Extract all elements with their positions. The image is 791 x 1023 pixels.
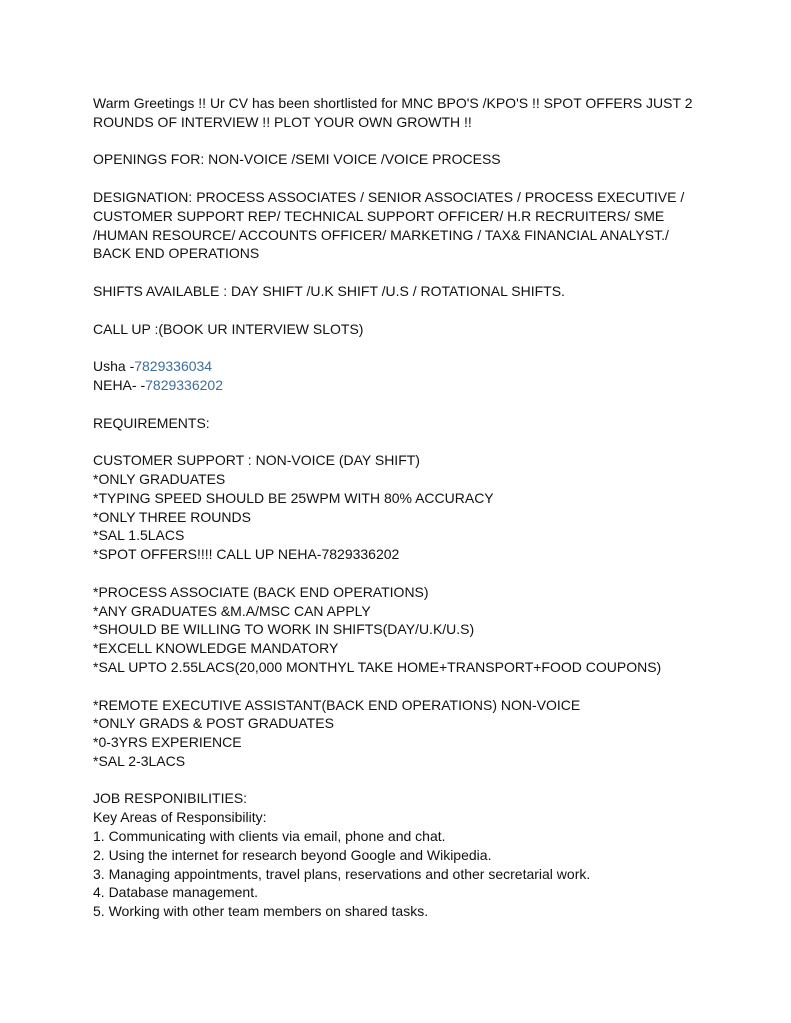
call-up-text: CALL UP :(BOOK UR INTERVIEW SLOTS) [93, 320, 364, 337]
section-line: *ANY GRADUATES &M.A/MSC CAN APPLY [93, 602, 371, 619]
section-line: *ONLY GRADUATES [93, 470, 226, 487]
section-line: *PROCESS ASSOCIATE (BACK END OPERATIONS) [93, 583, 429, 600]
customer-support-section [93, 451, 703, 564]
contact-usha [93, 357, 703, 376]
list-item: 5. Working with other team members on shared tasks. [93, 903, 429, 920]
contact-neha [93, 376, 703, 395]
process-associate-section [93, 583, 703, 677]
list-item: 4. Database management. [93, 884, 258, 901]
phone-link[interactable]: 7829336202 [145, 376, 223, 393]
phone-link[interactable]: 7829336034 [134, 358, 213, 375]
section-line: *SAL 2-3LACS [93, 752, 186, 769]
section-line: *SAL UPTO 2.55LACS(20,000 MONTHYL TAKE HOME+TRANSPORT+FOOD COUPONS) [93, 658, 662, 675]
shifts-text: SHIFTS AVAILABLE : DAY SHIFT /U.K SHIFT /U.S / ROTATIONAL SHIFTS. [93, 282, 565, 299]
section-line: *EXCELL KNOWLEDGE MANDATORY [93, 640, 339, 657]
shifts-paragraph [93, 282, 703, 301]
section-line: *0-3YRS EXPERIENCE [93, 734, 242, 751]
section-line: Key Areas of Responsibility: [93, 809, 267, 826]
call-up-paragraph [93, 320, 703, 339]
designation-text: DESIGNATION: PROCESS ASSOCIATES / SENIOR ASSOCIATES / PROCESS EXECUTIVE / CUSTOMER SUPPORT REP/ TECHNICAL SUPPORT OFFICER/ H.R RECRUITERS/ SME /HUMAN RESOURCE/ ACCOUNTS OFFICER/ MARKETING / TAX& FINANCIAL ANALYST./ BACK END OPERATIONS [93, 188, 685, 262]
contacts-paragraph [93, 357, 703, 395]
document-body [93, 94, 703, 940]
section-line: *SHOULD BE WILLING TO WORK IN SHIFTS(DAY/U.K/U.S) [93, 621, 475, 638]
contact-name: Usha - [93, 358, 135, 375]
section-line: *SAL 1.5LACS [93, 527, 185, 544]
openings-text: OPENINGS FOR: NON-VOICE /SEMI VOICE /VOICE PROCESS [93, 151, 501, 168]
list-item: 2. Using the internet for research beyond Google and Wikipedia. [93, 846, 492, 863]
intro-paragraph [93, 94, 703, 132]
section-line: *REMOTE EXECUTIVE ASSISTANT(BACK END OPERATIONS) NON-VOICE [93, 696, 581, 713]
requirements-heading-paragraph [93, 414, 703, 433]
job-responsibilities-section [93, 789, 703, 921]
list-item: 3. Managing appointments, travel plans, reservations and other secretarial work. [93, 865, 591, 882]
remote-executive-section [93, 696, 703, 771]
requirements-heading: REQUIREMENTS: [93, 414, 210, 431]
intro-text: Warm Greetings !! Ur CV has been shortlisted for MNC BPO'S /KPO'S !! SPOT OFFERS JUST 2 ROUNDS OF INTERVIEW !! PLOT YOUR OWN GROWTH !! [93, 95, 693, 130]
contact-name: NEHA- - [93, 376, 146, 393]
list-item: 1. Communicating with clients via email, phone and chat. [93, 828, 446, 845]
designation-paragraph [93, 188, 703, 263]
section-line: *ONLY GRADS & POST GRADUATES [93, 715, 334, 732]
section-line: *TYPING SPEED SHOULD BE 25WPM WITH 80% ACCURACY [93, 489, 494, 506]
section-line: CUSTOMER SUPPORT : NON-VOICE (DAY SHIFT) [93, 452, 420, 469]
section-heading: JOB RESPONIBILITIES: [93, 790, 248, 807]
section-line: *ONLY THREE ROUNDS [93, 508, 251, 525]
openings-paragraph [93, 150, 703, 169]
section-line: *SPOT OFFERS!!!! CALL UP NEHA-7829336202 [93, 546, 400, 563]
